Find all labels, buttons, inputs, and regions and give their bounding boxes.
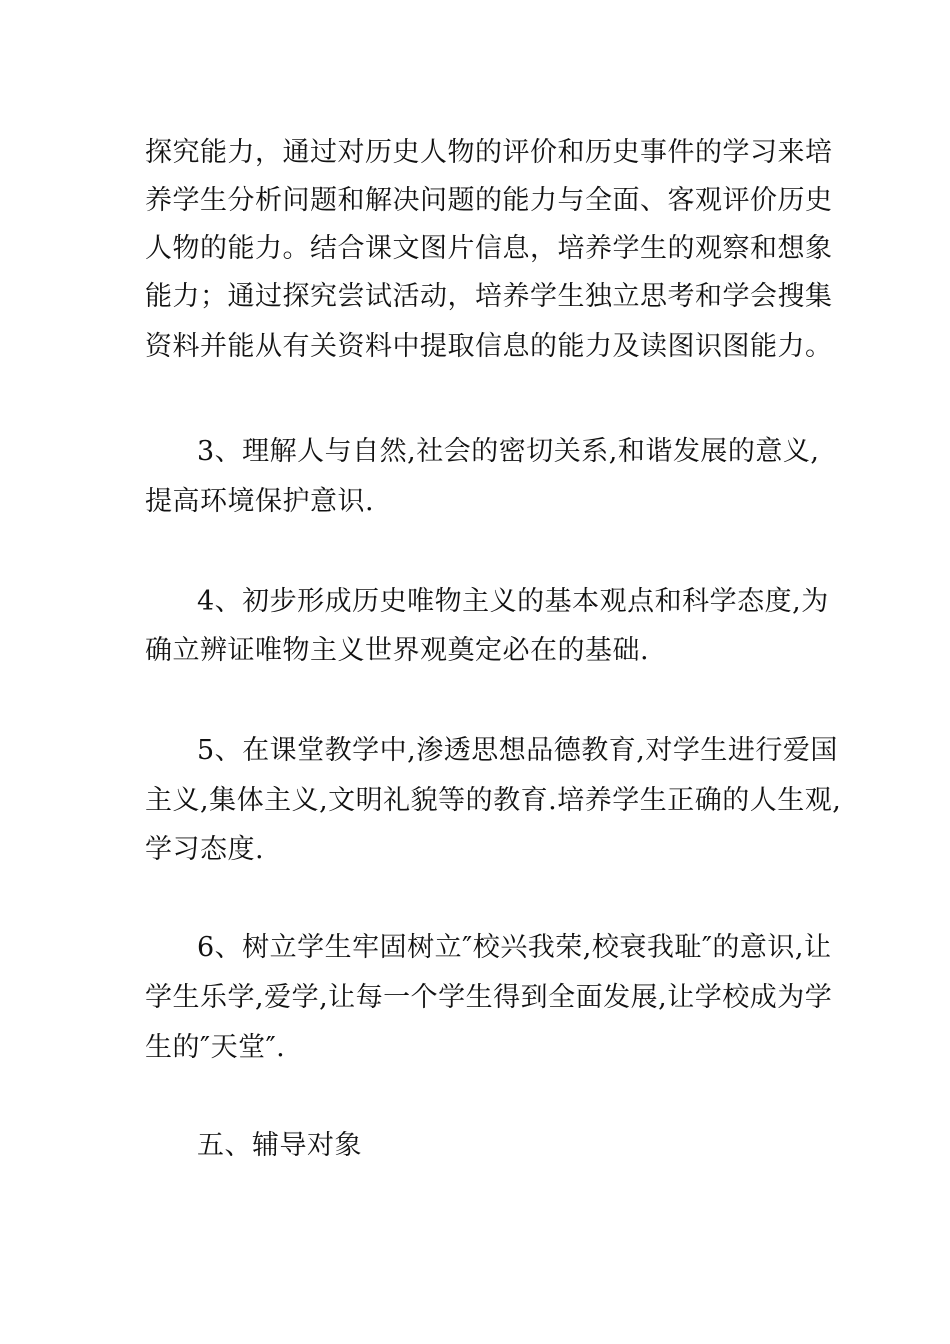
para5-line1: 6、树立学生牢固树立″校兴我荣,校衰我耻″的意识,让 xyxy=(197,932,832,963)
para4-line2: 主义,集体主义,文明礼貌等的教育.培养学生正确的人生观, xyxy=(145,785,842,816)
para2-line1: 3、理解人与自然,社会的密切关系,和谐发展的意义, xyxy=(197,436,820,467)
para1-line1: 探究能力，通过对历史人物的评价和历史事件的学习来培 xyxy=(145,137,833,168)
para5-line2: 学生乐学,爱学,让每一个学生得到全面发展,让学校成为学 xyxy=(145,982,833,1013)
para1-line3: 人物的能力。结合课文图片信息，培养学生的观察和想象 xyxy=(145,233,833,264)
section-heading: 五、辅导对象 xyxy=(197,1130,362,1161)
para5-line3: 生的″天堂″. xyxy=(145,1032,286,1063)
para4-line3: 学习态度. xyxy=(145,834,265,865)
para3-line1: 4、初步形成历史唯物主义的基本观点和科学态度,为 xyxy=(197,586,829,617)
para1-line2: 养学生分析问题和解决问题的能力与全面、客观评价历史 xyxy=(145,185,833,216)
para1-line4: 能力；通过探究尝试活动，培养学生独立思考和学会搜集 xyxy=(145,281,833,312)
para1-line5: 资料并能从有关资料中提取信息的能力及读图识图能力。 xyxy=(145,331,833,362)
para4-line1: 5、在课堂教学中,渗透思想品德教育,对学生进行爱国 xyxy=(197,735,838,766)
para3-line2: 确立辨证唯物主义世界观奠定必在的基础. xyxy=(145,635,650,666)
para2-line2: 提高环境保护意识. xyxy=(145,486,375,517)
